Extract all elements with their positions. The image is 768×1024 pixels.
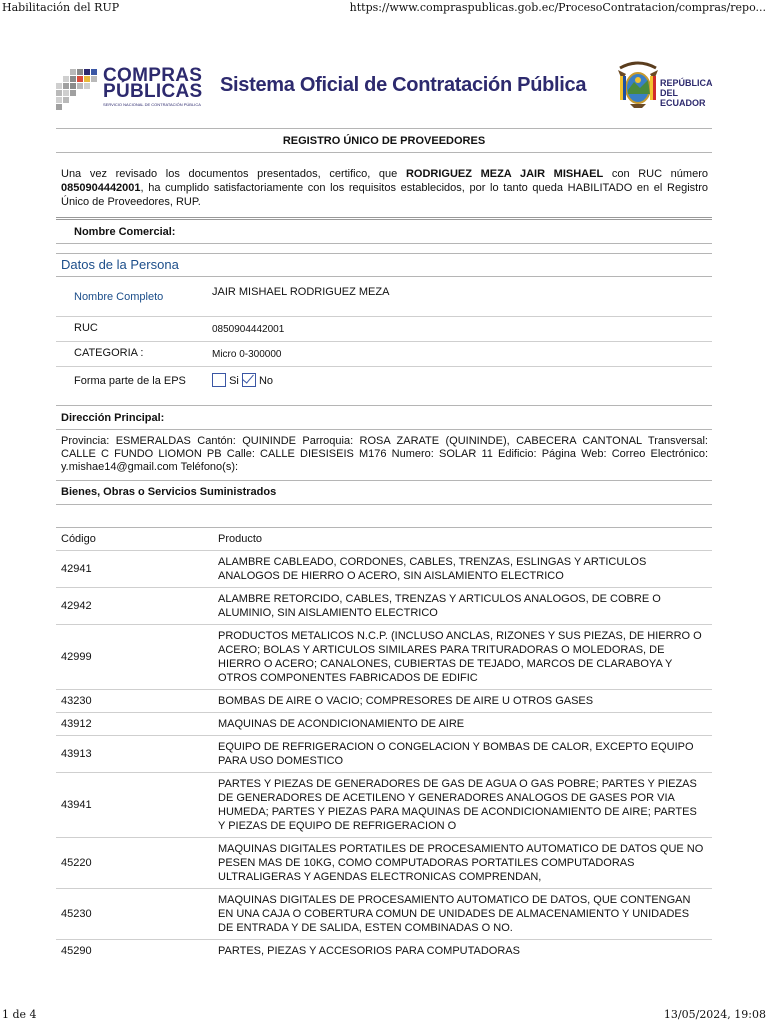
eps-label: Forma parte de la EPS [74,375,186,387]
table-row [56,736,712,773]
cert-text-3: , ha cumplido satisfactoriamente con los requisitos establecidos, por lo tanto queda HABILITADO en el Registro Único de Proveedores, RUP. [61,182,708,208]
producto-cell: MAQUINAS DIGITALES PORTATILES DE PROCESAMIENTO AUTOMATICO DE DATOS QUE NO PESEN MAS DE 10KG, COMO COMPUTADORAS PORTATILES COMPUTADORAS ULTRALIGERAS Y AGENDAS ELECTRONICAS COMPRENDAN, [213,838,712,889]
eps-no-label: No [258,375,274,387]
table-row [56,889,712,940]
republica-line1: REPÚBLICA [660,78,713,88]
nombre-completo-row [56,277,712,316]
ruc-label: RUC [74,322,98,334]
nombre-completo-value: JAIR MISHAEL RODRIGUEZ MEZA [212,286,390,298]
producto-cell: MAQUINAS DIGITALES DE PROCESAMIENTO AUTOMATICO DE DATOS, QUE CONTENGAN EN UNA CAJA O COBERTURA COMUN DE UNIDADES DE ALMACENAMIENTO Y UNIDADES DE ENTRADA Y DE SALIDA, ESTEN COMBINADAS O NO. [213,889,712,940]
codigo-cell: 43913 [56,736,213,773]
table-row [56,773,712,838]
ruc-row [56,316,712,341]
logo-tagline: SERVICIO NACIONAL DE CONTRATACIÓN PÚBLICA [103,102,201,107]
table-row [56,625,712,690]
cert-provider-name: RODRIGUEZ MEZA JAIR MISHAEL [405,168,604,180]
table-row [56,713,712,736]
products-table [56,528,712,962]
direccion-text: Provincia: ESMERALDAS Cantón: QUININDE Parroquia: ROSA ZARATE (QUININDE), CABECERA CANTONAL Transversal: CALLE C FUNDO LIOMON PB Calle: CALLE DIESISEIS M176 Numero: SOLAR 11 Edificio: Página Web: Correo Electrónico: y.mishae14@gmail.com Teléfono(s): [61,435,708,473]
col-codigo-header: Código [61,533,96,545]
system-title: Sistema Oficial de Contratación Pública [220,74,587,96]
datos-persona-title: Datos de la Persona [61,257,179,272]
cert-ruc: 0850904442001 [61,182,141,194]
producto-cell: PARTES Y PIEZAS DE GENERADORES DE GAS DE AGUA O GAS POBRE; PARTES Y PIEZAS DE GENERADORES DE ACETILENO Y GENERADORES ANALOGOS DE GASES POR VIA HUMEDA; PARTES Y PIEZAS PARA MAQUINAS DE ACONDICIONAMIENTO DE AIRE; PARTES Y PIEZAS DE EQUIPO DE REFRIGERACION O [213,773,712,838]
categoria-value: Micro 0-300000 [212,349,282,360]
cert-text-2: con RUC número [603,168,708,180]
ecuador-coat-of-arms-icon [616,60,660,110]
print-page-count: 1 de 4 [2,1008,37,1021]
producto-cell: MAQUINAS DE ACONDICIONAMIENTO DE AIRE [213,713,712,736]
logo-text-compras: COMPRAS [103,65,203,86]
producto-cell: EQUIPO DE REFRIGERACION O CONGELACION Y BOMBAS DE CALOR, EXCEPTO EQUIPO PARA USO DOMESTICO [213,736,712,773]
section-title: REGISTRO ÚNICO DE PROVEEDORES [282,135,486,147]
codigo-cell: 42999 [56,625,213,690]
producto-cell: ALAMBRE CABLEADO, CORDONES, CABLES, TRENZAS, ESLINGAS Y ARTICULOS ANALOGOS DE HIERRO O ACERO, SIN AISLAMIENTO ELECTRICO [213,551,712,588]
producto-cell: PRODUCTOS METALICOS N.C.P. (INCLUSO ANCLAS, RIZONES Y SUS PIEZAS, DE HIERRO O ACERO; BOLAS Y ARTICULOS SIMILARES PARA TRITURADORAS O MOLEDORAS, DE HIERRO O ACERO; CANALONES, CUBIERTAS DE TEJADO, MARCOS DE CLARABOYA Y OTROS COMPONENTES FABRICADOS DE EDIFIC [213,625,712,690]
document [56,56,712,962]
categoria-label: CATEGORIA : [74,347,144,359]
codigo-cell: 45230 [56,889,213,940]
print-header [0,0,768,16]
eps-row [56,366,712,397]
producto-cell: ALAMBRE RETORCIDO, CABLES, TRENZAS Y ARTICULOS ANALOGOS, DE COBRE O ALUMINIO, SIN AISLAMIENTO ELECTRICO [213,588,712,625]
codigo-cell: 42941 [56,551,213,588]
table-row [56,551,712,588]
producto-cell: PARTES, PIEZAS Y ACCESORIOS PARA COMPUTADORAS [213,940,712,963]
eps-si-label: Si [229,375,239,387]
nombre-completo-label: Nombre Completo [74,291,164,303]
table-row [56,588,712,625]
logo-text-publicas: PÚBLICAS [103,81,203,102]
col-producto-header: Producto [218,533,263,545]
direccion-label: Dirección Principal: [61,412,165,424]
print-footer [0,1006,768,1024]
print-page-title: Habilitación del RUP [2,1,120,14]
codigo-cell: 43941 [56,773,213,838]
nombre-comercial-label: Nombre Comercial: [74,226,176,238]
codigo-cell: 45290 [56,940,213,963]
codigo-cell: 43230 [56,690,213,713]
eps-no-checkbox [242,373,256,387]
bienes-label: Bienes, Obras o Servicios Suministrados [61,486,277,498]
table-header-row [56,528,712,551]
certification-text [56,153,712,213]
codigo-cell: 42942 [56,588,213,625]
republica-del-ecuador-label [660,78,713,108]
print-url: https://www.compraspublicas.gob.ec/ProcesoContratacion/compras/repo... [349,1,766,14]
table-row [56,690,712,713]
eps-si-checkbox [212,373,226,387]
table-row [56,838,712,889]
logo-grid-icon [56,67,100,111]
codigo-cell: 45220 [56,838,213,889]
table-row [56,940,712,963]
categoria-row [56,341,712,366]
eps-options [212,367,712,397]
persona-details [56,277,712,397]
checkmark-icon [242,371,254,383]
republica-line2: DEL ECUADOR [660,88,706,108]
producto-cell: BOMBAS DE AIRE O VACIO; COMPRESORES DE AIRE U OTROS GASES [213,690,712,713]
banner [56,56,712,124]
compras-publicas-logo [56,65,201,107]
codigo-cell: 43912 [56,713,213,736]
print-datetime: 13/05/2024, 19:08 [663,1008,766,1021]
cert-text-1: Una vez revisado los documentos presentados, certifico, que [61,168,406,180]
ruc-value: 0850904442001 [212,324,285,335]
